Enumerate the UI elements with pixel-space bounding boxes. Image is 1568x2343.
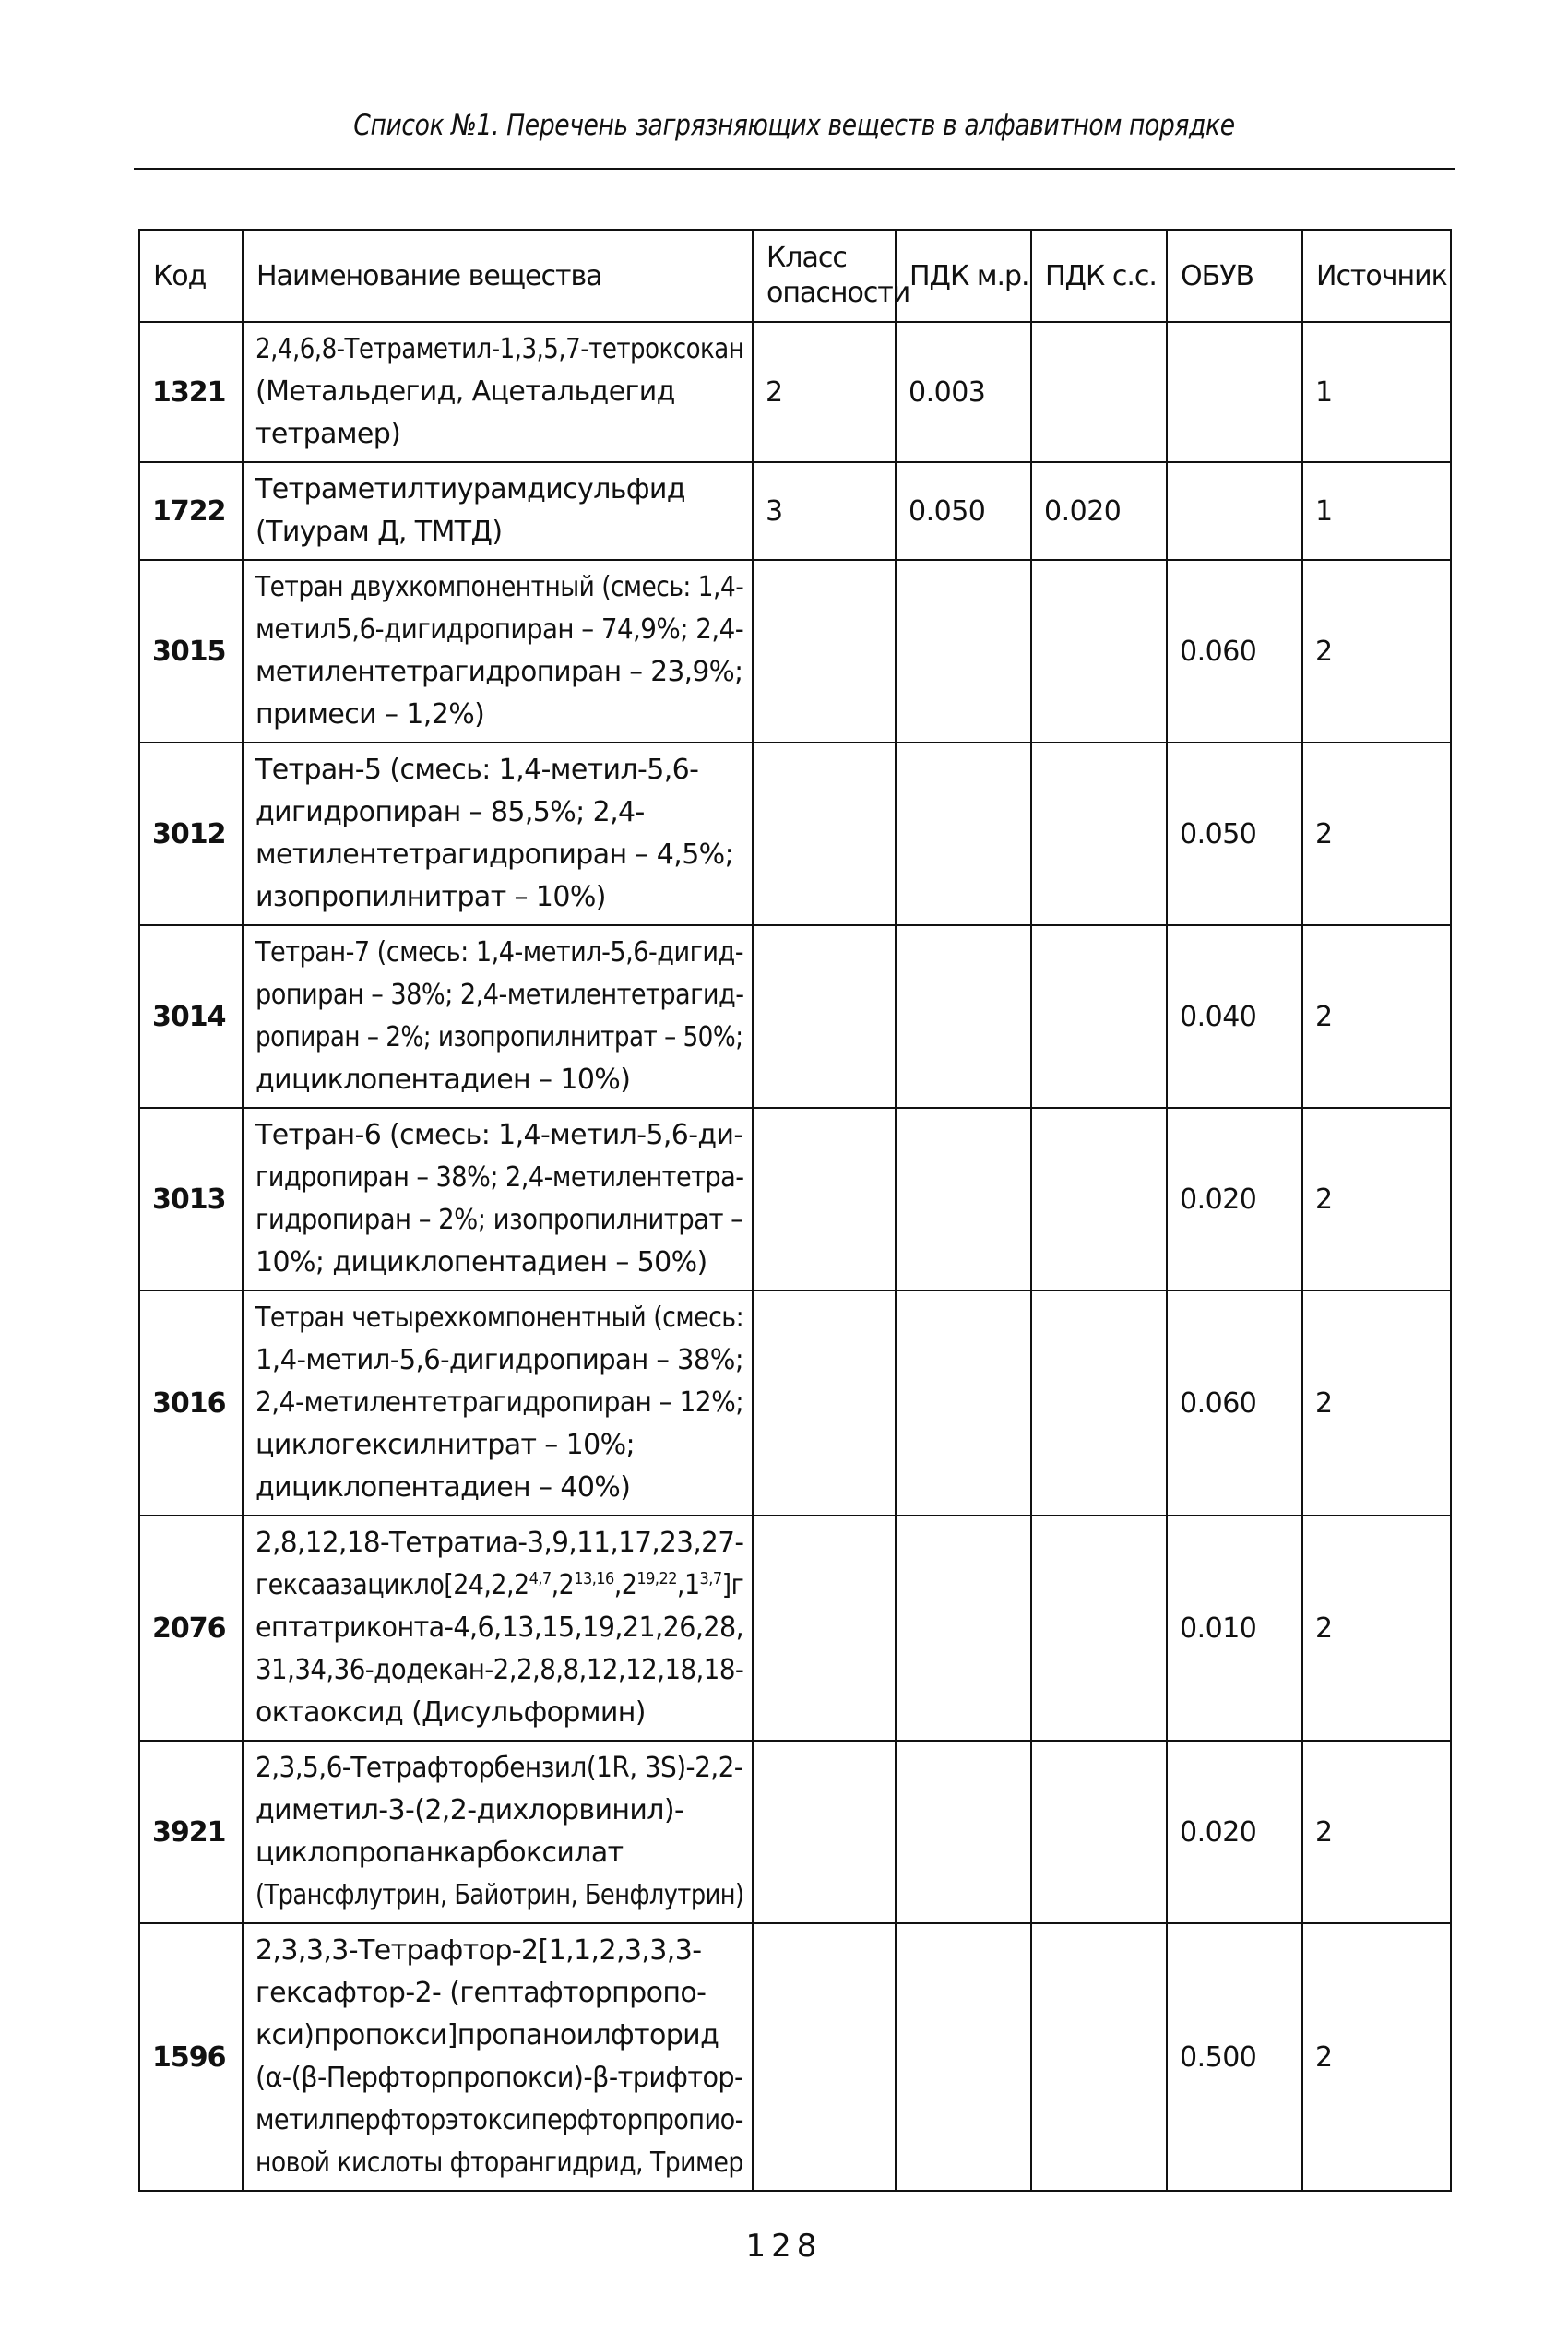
cell-hazard-class: 2 <box>753 322 896 462</box>
cell-source: 2 <box>1302 925 1451 1108</box>
cell-obuv: 0.060 <box>1167 560 1302 743</box>
cell-obuv: 0.060 <box>1167 1290 1302 1516</box>
cell-source: 2 <box>1302 1923 1451 2191</box>
cell-source: 1 <box>1302 462 1451 560</box>
running-head: Список №1. Перечень загрязняющих веществ в алфавитном порядке <box>353 109 1235 142</box>
cell-obuv: 0.020 <box>1167 1741 1302 1923</box>
cell-pdk-mr <box>896 925 1031 1108</box>
cell-pdk-mr <box>896 560 1031 743</box>
table-row <box>139 1516 1451 1741</box>
table-row <box>139 1741 1451 1923</box>
cell-pdk-mr <box>896 1108 1031 1290</box>
cell-source: 2 <box>1302 1290 1451 1516</box>
cell-code: 3012 <box>139 743 243 925</box>
cell-hazard-class <box>753 743 896 925</box>
cell-obuv: 0.020 <box>1167 1108 1302 1290</box>
table-row <box>139 322 1451 462</box>
cell-pdk-ss <box>1031 743 1167 925</box>
cell-source: 2 <box>1302 560 1451 743</box>
cell-source: 2 <box>1302 743 1451 925</box>
table-row <box>139 925 1451 1108</box>
col-header-name: Наименование вещества <box>243 230 753 322</box>
cell-name: 2,3,3,3-Тетрафтор-2[1,1,2,3,3,3- гексафтор-2- (гептафторпропо- кси)пропокси]пропаноилфторид (α-(β-Перфторпропокси)-β-трифтор- метилперфторэтоксиперфторпропио- новой кислоты фторангидрид, Тример <box>243 1923 753 2191</box>
cell-code: 1722 <box>139 462 243 560</box>
cell-code: 3013 <box>139 1108 243 1290</box>
cell-source: 2 <box>1302 1741 1451 1923</box>
cell-source: 2 <box>1302 1108 1451 1290</box>
col-header-code: Код <box>139 230 243 322</box>
page-number: 128 <box>745 2228 823 2265</box>
cell-obuv <box>1167 462 1302 560</box>
cell-name: Тетран двухкомпонентный (смесь: 1,4- метил5,6-дигидропиран – 74,9%; 2,4- метилентетрагидропиран – 23,9%; примеси – 1,2%) <box>243 560 753 743</box>
cell-code: 3016 <box>139 1290 243 1516</box>
table-row <box>139 560 1451 743</box>
cell-pdk-mr <box>896 1923 1031 2191</box>
col-header-pdk-ss: ПДК с.с. <box>1031 230 1167 322</box>
cell-obuv: 0.050 <box>1167 743 1302 925</box>
cell-pdk-ss <box>1031 1516 1167 1741</box>
cell-pdk-ss: 0.020 <box>1031 462 1167 560</box>
table-row <box>139 462 1451 560</box>
cell-hazard-class <box>753 925 896 1108</box>
col-header-obuv: ОБУВ <box>1167 230 1302 322</box>
cell-code: 1321 <box>139 322 243 462</box>
cell-name: Тетран-7 (смесь: 1,4-метил-5,6-дигид- ропиран – 38%; 2,4-метилентетрагид- ропиран – 2%; изопропилнитрат – 50%; дициклопентадиен – 10%) <box>243 925 753 1108</box>
cell-pdk-ss <box>1031 1290 1167 1516</box>
cell-name: 2,4,6,8-Тетраметил-1,3,5,7-тетроксокан (Метальдегид, Ацетальдегид тетрамер) <box>243 322 753 462</box>
cell-hazard-class <box>753 1923 896 2191</box>
cell-pdk-mr <box>896 1290 1031 1516</box>
cell-hazard-class <box>753 1290 896 1516</box>
cell-hazard-class: 3 <box>753 462 896 560</box>
cell-code: 1596 <box>139 1923 243 2191</box>
cell-name: 2,3,5,6-Тетрафторбензил(1R, 3S)-2,2- диметил-3-(2,2-дихлорвинил)- циклопропанкарбоксилат (Трансфлутрин, Байотрин, Бенфлутрин) <box>243 1741 753 1923</box>
table-header-row <box>139 230 1451 322</box>
cell-source: 1 <box>1302 322 1451 462</box>
cell-pdk-mr: 0.003 <box>896 322 1031 462</box>
table-row <box>139 1108 1451 1290</box>
table-row <box>139 1290 1451 1516</box>
cell-pdk-mr <box>896 743 1031 925</box>
cell-pdk-mr <box>896 1516 1031 1741</box>
cell-pdk-ss <box>1031 560 1167 743</box>
col-header-source: Источник <box>1302 230 1451 322</box>
col-header-hazard-class: Класс опасности <box>753 230 896 322</box>
cell-obuv <box>1167 322 1302 462</box>
cell-code: 3015 <box>139 560 243 743</box>
cell-hazard-class <box>753 560 896 743</box>
cell-name: Тетраметилтиурамдисульфид (Тиурам Д, ТМТД) <box>243 462 753 560</box>
cell-pdk-ss <box>1031 1108 1167 1290</box>
cell-hazard-class <box>753 1516 896 1741</box>
cell-code: 2076 <box>139 1516 243 1741</box>
cell-name: Тетран-5 (смесь: 1,4-метил-5,6- дигидропиран – 85,5%; 2,4- метилентетрагидропиран – 4,5%; изопропилнитрат – 10%) <box>243 743 753 925</box>
cell-obuv: 0.500 <box>1167 1923 1302 2191</box>
substances-table <box>138 229 1452 2192</box>
cell-name: Тетран четырехкомпонентный (смесь: 1,4-метил-5,6-дигидропиран – 38%; 2,4-метилентетрагидропиран – 12%; циклогексилнитрат – 10%; дициклопентадиен – 40%) <box>243 1290 753 1516</box>
cell-code: 3014 <box>139 925 243 1108</box>
cell-code: 3921 <box>139 1741 243 1923</box>
cell-obuv: 0.010 <box>1167 1516 1302 1741</box>
cell-name: 2,8,12,18-Тетратиа-3,9,11,17,23,27- гексаазацикло[24,2,2$^{4,7}$,2$^{13,16}$,2$^{19,22}$,1$^{3,7}$]г ептатриконта-4,6,13,15,19,21,26,28, 31,34,36-додекан-2,2,8,8,12,12,18,18- октаоксид (Дисульформин) <box>243 1516 753 1741</box>
cell-hazard-class <box>753 1108 896 1290</box>
cell-pdk-ss <box>1031 925 1167 1108</box>
col-header-pdk-mr: ПДК м.р. <box>896 230 1031 322</box>
cell-pdk-ss <box>1031 1923 1167 2191</box>
cell-source: 2 <box>1302 1516 1451 1741</box>
cell-pdk-ss <box>1031 322 1167 462</box>
table-row <box>139 1923 1451 2191</box>
cell-pdk-mr: 0.050 <box>896 462 1031 560</box>
cell-name: Тетран-6 (смесь: 1,4-метил-5,6-ди- гидропиран – 38%; 2,4-метилентетра- гидропиран – 2%; изопропилнитрат – 10%; дициклопентадиен – 50%) <box>243 1108 753 1290</box>
cell-obuv: 0.040 <box>1167 925 1302 1108</box>
table-row <box>139 743 1451 925</box>
header-rule <box>134 168 1455 170</box>
cell-hazard-class <box>753 1741 896 1923</box>
cell-pdk-ss <box>1031 1741 1167 1923</box>
cell-pdk-mr <box>896 1741 1031 1923</box>
